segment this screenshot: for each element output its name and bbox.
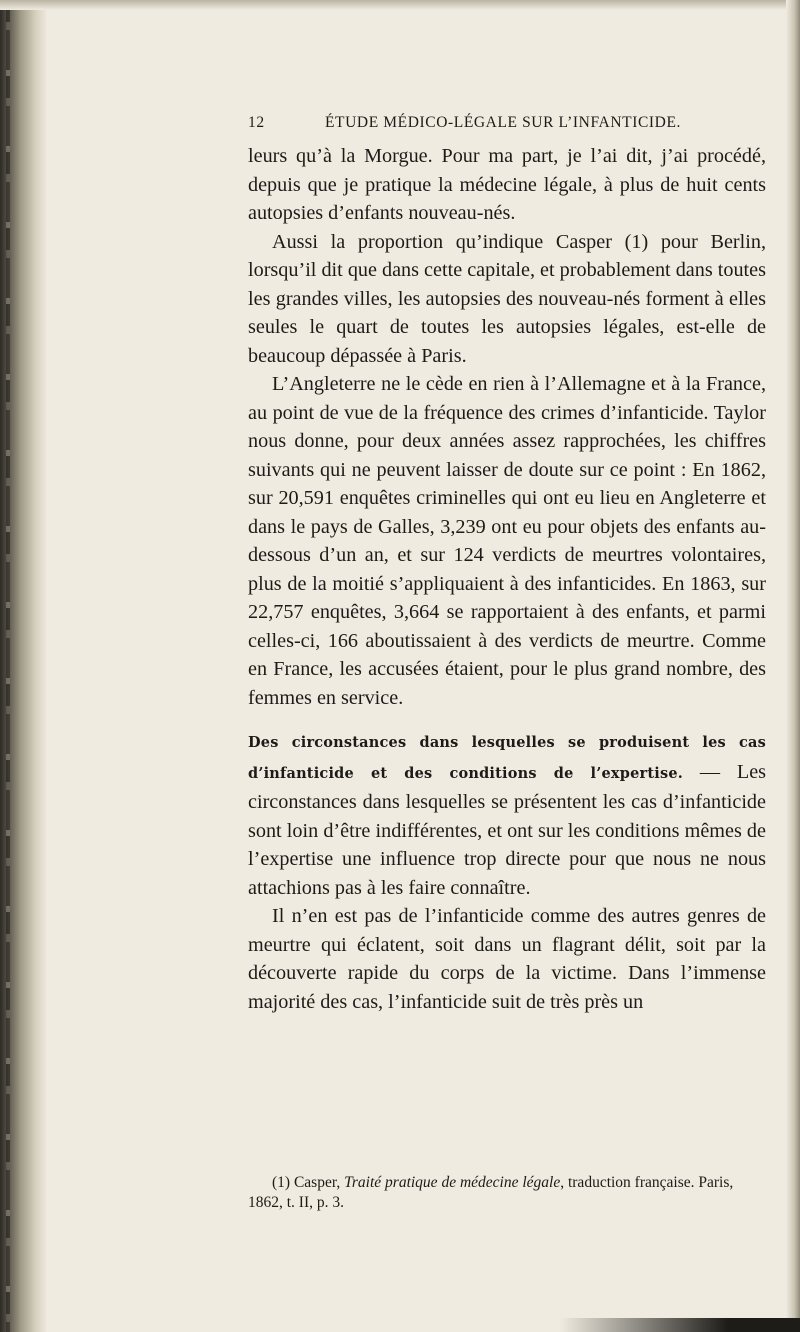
section-paragraph [248, 727, 766, 902]
section-heading: Des circonstances dans lesquelles se produisent les cas d’infanticide et des conditions de l’expertise. [248, 734, 766, 782]
page-bottom-shadow [560, 1318, 800, 1332]
section-dash: — [683, 760, 737, 783]
footnote [248, 1173, 768, 1213]
section-text: Les circonstances dans lesquelles se présentent les cas d’infanticide sont loin d’être indifférentes, et ont sur les conditions mêmes de l’expertise une influence trop directe pour que nous ne nous attachions pas à les faire connaître. [248, 760, 767, 899]
page-right-edge [786, 0, 800, 1332]
paragraph-meurtre: Il n’en est pas de l’infanticide comme des autres genres de meurtre qui éclatent, soit dans un flagrant délit, soit par la découverte rapide du corps de la victime. Dans l’immense majorité des cas, l’infanticide suit de très près un [248, 905, 766, 1013]
page-top-edge [0, 0, 800, 10]
footnote-work-title: Traité pratique de médecine légale [344, 1174, 561, 1191]
body-text [248, 142, 766, 1016]
paragraph-continued: leurs qu’à la Morgue. Pour ma part, je l’ai dit, j’ai procédé, depuis que je pratique la médecine légale, à plus de huit cents autopsies d’enfants nouveau-nés. [248, 145, 766, 224]
footnote-marker: (1) Casper, [272, 1174, 345, 1191]
running-title: ÉTUDE MÉDICO-LÉGALE SUR L’INFANTICIDE. [324, 114, 681, 131]
book-binding-edge [0, 0, 46, 1332]
running-header [248, 114, 758, 134]
footnote-rest: , traduction française. Paris, 1862, t. II, p. 3. [248, 1174, 734, 1211]
paragraph-casper: Aussi la proportion qu’indique Casper (1) pour Berlin, lorsqu’il dit que dans cette capitale, et probablement dans toutes les grandes villes, les autopsies des nouveau-nés forment à elles seules le quart de toutes les autopsies légales, est-elle de beaucoup dépassée à Paris. [248, 230, 766, 367]
paragraph-angleterre: L’Angleterre ne le cède en rien à l’Allemagne et à la France, au point de vue de la fréquence des crimes d’infanticide. Taylor nous donne, pour deux années assez rapprochées, les chiffres suivants qui ne peuvent laisser de doute sur ce point : En 1862, sur 20,591 enquêtes criminelles qui ont eu lieu en Angleterre et dans le pays de Galles, 3,239 ont eu pour objets des enfants au-dessous d’un an, et sur 124 verdicts de meurtres volontaires, plus de la moitié s’appliquaient à des infanticides. En 1863, sur 22,757 enquêtes, 3,664 se rapportaient à des enfants, et parmi celles-ci, 166 aboutissaient à des verdicts de meurtre. Comme en France, les accusées étaient, pour le plus grand nombre, des femmes en service. [248, 373, 766, 709]
page-number: 12 [248, 114, 265, 131]
